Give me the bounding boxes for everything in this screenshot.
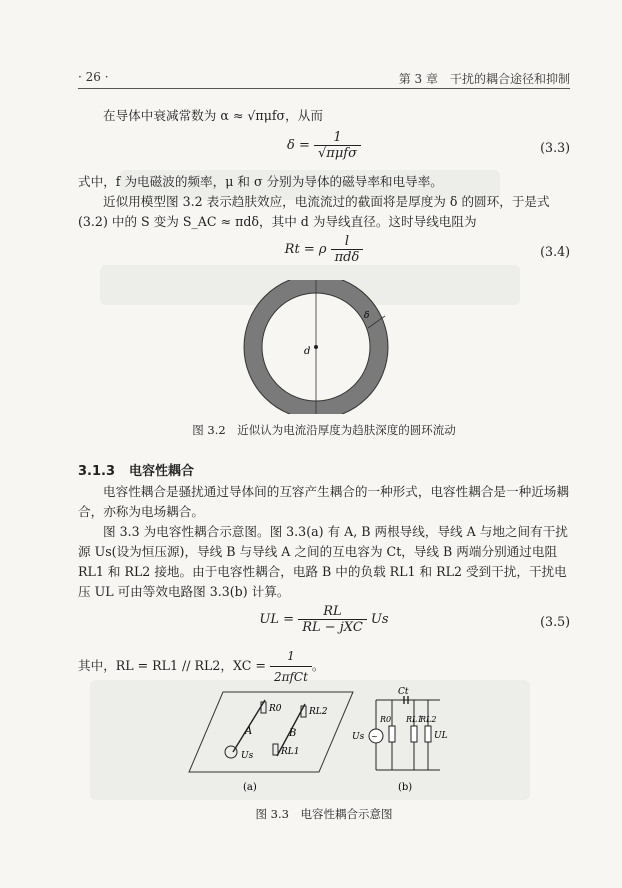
figure-3-2-ring xyxy=(230,280,402,414)
label-b: B xyxy=(289,728,297,739)
paragraph xyxy=(78,646,570,687)
equation-3-3 xyxy=(78,130,570,166)
page-number: · 26 · xyxy=(78,70,109,84)
eq-numerator: l xyxy=(344,234,350,249)
center-dot xyxy=(314,345,318,349)
section-heading xyxy=(78,460,208,479)
figure-3-3b-circuit xyxy=(340,686,452,798)
sublabel-b: (b) xyxy=(398,782,413,793)
label-d: d xyxy=(304,346,311,357)
paragraph: 近似用模型图 3.2 表示趋肤效应，电流流过的截面将是厚度为 δ 的圆环，于是式 (3.2) 中的 S 变为 S_AC ≈ πdδ，其中 d 为导线直径。这时导线电阻为 xyxy=(78,194,550,229)
label-rl2: RL2 xyxy=(420,715,437,724)
eq-lhs: Rt = ρ xyxy=(284,242,327,257)
label-ul: UL xyxy=(434,731,448,741)
eq-denominator: πdδ xyxy=(331,249,364,265)
inline-denominator: 2πfCt xyxy=(270,666,312,687)
eq-lhs: UL = xyxy=(259,612,295,627)
label-rl1: RL1 xyxy=(281,747,300,757)
label-ct: Ct xyxy=(398,687,409,697)
sublabel-a: (a) xyxy=(243,782,257,793)
paragraph: 式中，f 为电磁波的频率，μ 和 σ 分别为导体的磁导率和电导率。 xyxy=(78,174,443,189)
figure-3-2-caption: 图 3.2 近似认为电流沿厚度为趋肤深度的圆环流动 xyxy=(192,423,456,437)
paragraph: 电容性耦合是骚扰通过导体间的互容产生耦合的一种形式，电容性耦合是一种近场耦合，亦称为电场耦合。 xyxy=(78,484,569,519)
eq-fraction xyxy=(331,234,364,265)
resistor-r0 xyxy=(389,726,395,742)
source-symbol: ~ xyxy=(371,732,378,741)
text-run: 其中，RL = RL1 // RL2，XC = xyxy=(78,658,266,673)
label-r0: R0 xyxy=(269,704,282,714)
figure-3-3-caption: 图 3.3 电容性耦合示意图 xyxy=(255,807,393,821)
figure-3-3a-diagram xyxy=(185,686,360,798)
resistor-rl1 xyxy=(273,744,278,755)
eq-lhs: δ = xyxy=(287,138,310,153)
text-run: 。 xyxy=(311,658,325,673)
eq-rhs: Us xyxy=(370,612,389,627)
equation-3-5 xyxy=(78,604,570,640)
equation-number: (3.5) xyxy=(540,614,570,629)
eq-numerator: RL xyxy=(323,604,342,619)
label-rl1: RL1 xyxy=(406,715,423,724)
label-us: Us xyxy=(241,751,254,761)
eq-numerator: 1 xyxy=(333,130,342,145)
inline-numerator: 1 xyxy=(287,649,295,663)
running-header xyxy=(78,70,570,86)
equation-number: (3.3) xyxy=(540,140,570,155)
paragraph: 图 3.3 为电容性耦合示意图。图 3.3(a) 有 A, B 两根导线，导线 A 与地之间有干扰源 Us(设为恒压源)，导线 B 与导线 A 之间的互电容为 Ct，导线 B 两端分别通过电阻 RL1 和 RL2 接地。由于电容性耦合，电路 B 中的负载 RL1 和 RL2 受到干扰，干扰电压 UL 可由等效电路图 3.3(b) 计算。 xyxy=(78,524,568,599)
paragraph: 在导体中衰减常数为 α ≈ √πμfσ，从而 xyxy=(103,108,323,123)
eq-fraction xyxy=(298,604,367,635)
label-us: Us xyxy=(352,732,365,742)
eq-fraction xyxy=(314,130,361,161)
inline-fraction xyxy=(270,646,312,687)
label-a: A xyxy=(245,726,253,737)
section-number: 3.1.3 xyxy=(78,464,116,479)
header-rule xyxy=(78,88,570,89)
source-us xyxy=(225,746,237,758)
eq-denominator: √πμfσ xyxy=(314,145,361,161)
equation-number: (3.4) xyxy=(540,244,570,259)
equation-3-4 xyxy=(78,234,570,270)
label-r0: R0 xyxy=(380,715,392,724)
label-delta: δ xyxy=(364,311,370,321)
eq-denominator: RL − jXC xyxy=(298,619,367,635)
section-title: 电容性耦合 xyxy=(129,464,195,479)
resistor-rl1 xyxy=(411,726,417,742)
chapter-title: 第 3 章 干扰的耦合途径和抑制 xyxy=(398,72,570,86)
label-rl2: RL2 xyxy=(309,707,328,717)
resistor-rl2 xyxy=(425,726,431,742)
